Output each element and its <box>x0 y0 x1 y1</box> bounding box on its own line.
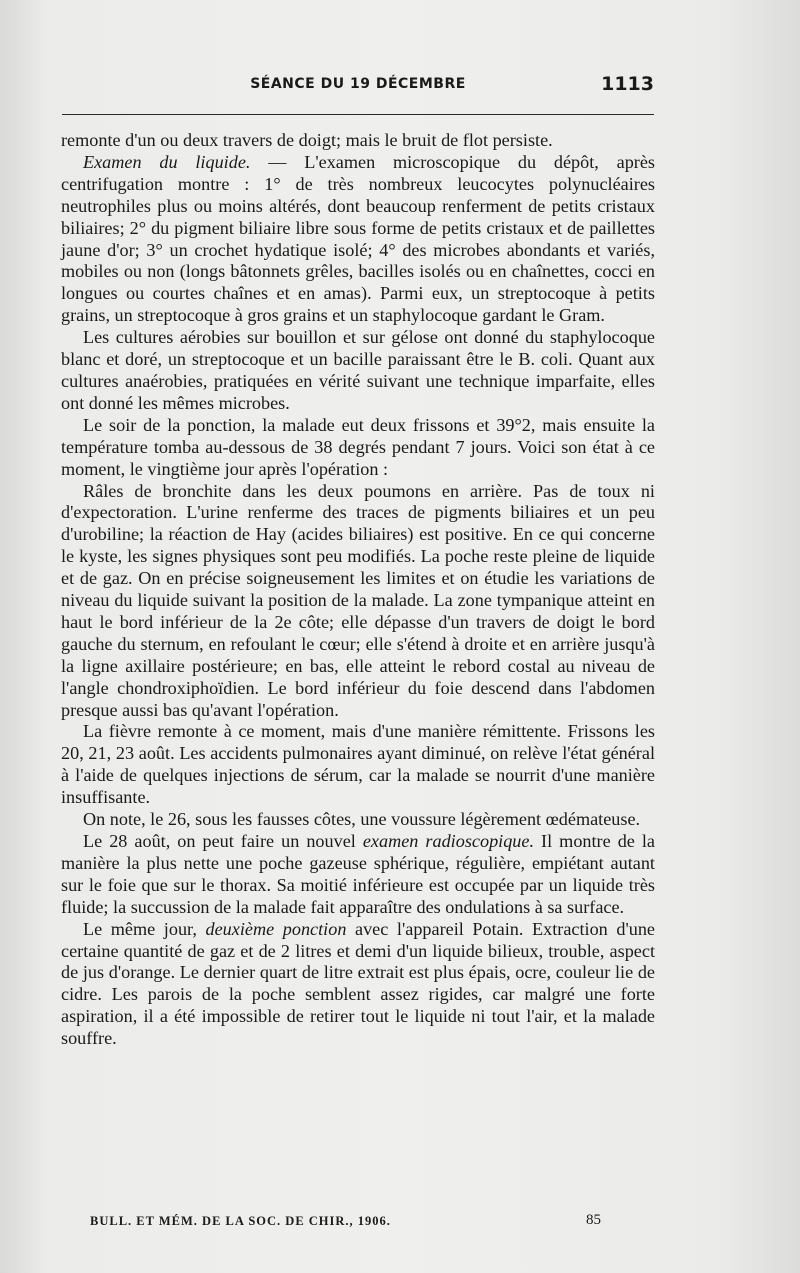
paragraph-9 <box>61 919 655 1050</box>
header-rule <box>62 114 654 115</box>
paragraph-9-text-a: Le même jour, <box>83 918 206 939</box>
paragraph-8-italic: examen radioscopique. <box>362 831 535 851</box>
page-header <box>62 73 654 102</box>
running-title: SÉANCE DU 19 DÉCEMBRE <box>250 76 466 92</box>
paragraph-8-text-a: Le 28 août, on peut faire un nouvel <box>83 831 363 851</box>
paragraph-1: remonte d'un ou deux travers de doigt; mais le bruit de flot persiste. <box>61 130 553 150</box>
paragraph-5: Râles de bronchite dans les deux poumons en arrière. Pas de toux ni d'expectoration. L'urine renferme des traces de pigments biliaires et un peu d'urobiline; la réaction de Hay (acides biliaires) est positive. En ce qui concerne le kyste, les signes physiques sont peu modifiés. La poche reste pleine de liquide et de gaz. On en précise soigneusement les limites et on étudie les variations de niveau du liquide suivant la position de la malade. La zone tympanique atteint en haut le bord inférieur de la 2e côte; elle dépasse d'un travers de doigt le bord gauche du sternum, en refoulant le cœur; elle s'étend à droite et en arrière jusqu'à la ligne axillaire postérieure; en bas, elle atteint le rebord costal au niveau de l'angle chondroxiphoïdien. Le bord inférieur du foie descend dans l'abdomen presque aussi bas qu'avant l'opération. <box>61 480 655 720</box>
signature-mark: 85 <box>586 1212 601 1228</box>
paragraph-9-text-b: avec l'appareil Potain. Extraction d'une certaine quantité de gaz et de 2 litres et demi d'un liquide bilieux, trouble, aspect de jus d'orange. Le dernier quart de litre extrait est plus épais, ocre, couleur lie de cidre. Les parois de la poche semblent assez rigides, car malgré une forte aspiration, il a été impossible de retirer tout le liquide ni tout l'air, et la malade souffre. <box>61 918 655 1049</box>
paragraph-6: La fièvre remonte à ce moment, mais d'une manière rémittente. Frissons les 20, 21, 23 août. Les accidents pulmonaires ayant diminué, on relève l'état général à l'aide de quelques injections de sérum, car la malade se nourrit d'une manière insuffisante. <box>61 721 655 808</box>
body-text <box>61 130 655 1050</box>
page-footer <box>62 1214 654 1234</box>
paragraph-8-text-b: Il montre de la manière la plus nette une poche gazeuse sphérique, régulière, empiétant autant sur le foie que sur le thorax. Sa moitié inférieure est occupée par un liquide très fluide; la succussion de la malade fait apparaître des ondulations à sa surface. <box>61 831 656 917</box>
paragraph-9-italic: deuxième ponction <box>205 918 347 939</box>
paragraph-2-text: — L'examen microscopique du dépôt, après centrifugation montre : 1° de très nombreux leucocytes polynucléaires neutrophiles plus ou moins altérés, dont beaucoup renferment de petits cristaux biliaires; 2° du pigment biliaire libre sous forme de petits cristaux et de paillettes jaune d'or; 3° un crochet hydatique isolé; 4° des microbes abondants et variés, mobiles ou non (longs bâtonnets grêles, bacilles isolés ou en chaînettes, cocci en longues ou courtes chaînes et en amas). Parmi eux, un streptocoque à petits grains, un streptocoque à gros grains et un staphylocoque gardant le Gram. <box>61 151 655 326</box>
page-number: 1113 <box>601 73 654 95</box>
journal-reference: BULL. ET MÉM. DE LA SOC. DE CHIR., 1906. <box>90 1214 391 1228</box>
paragraph-4: Le soir de la ponction, la malade eut deux frissons et 39°2, mais ensuite la température tomba au-dessous de 38 degrés pendant 7 jours. Voici son état à ce moment, le vingtième jour après l'opération : <box>61 414 655 479</box>
paragraph-2-label: Examen du liquide. <box>83 151 251 172</box>
paragraph-2 <box>61 152 655 327</box>
paragraph-8 <box>61 831 655 919</box>
paragraph-3: Les cultures aérobies sur bouillon et sur gélose ont donné du staphylocoque blanc et doré, un streptocoque et un bacille paraissant être le B. coli. Quant aux cultures anaérobies, pratiquées en vérité suivant une technique imparfaite, elles ont donné les mêmes microbes. <box>61 327 655 413</box>
paragraph-7: On note, le 26, sous les fausses côtes, une voussure légèrement œdémateuse. <box>83 809 641 830</box>
